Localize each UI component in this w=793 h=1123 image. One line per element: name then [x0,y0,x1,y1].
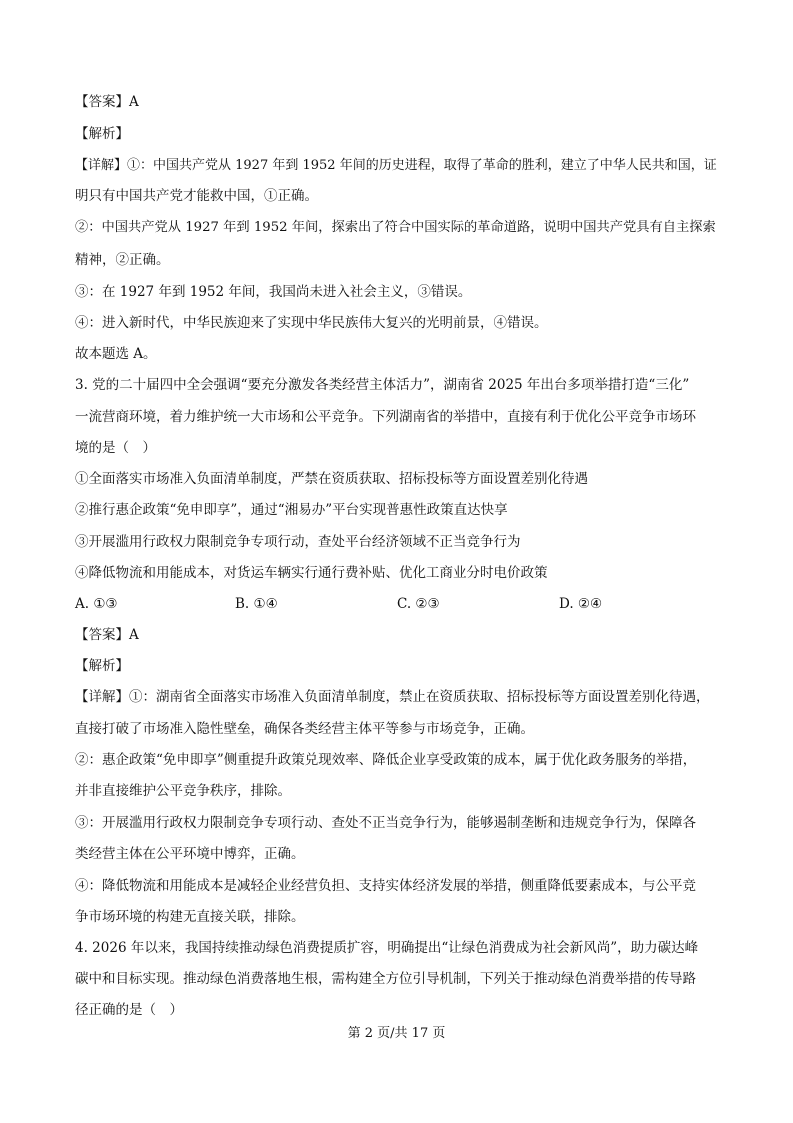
text-line: ②：惠企政策“免申即享”侧重提升政策兑现效率、降低企业享受政策的成本，属于优化政务服务的举措， [75,752,697,768]
text-line: 明只有中国共产党才能救中国，①正确。 [75,188,318,204]
text-line: ③：开展滥用行政权力限制竞争专项行动、查处不正当竞争行为，能够遏制垄断和违规竞争行为，保障各 [75,815,696,831]
question-3-stem: 境的是（ ） [75,440,156,456]
option-d: D. ②④ [559,596,603,612]
text-line: ②：中国共产党从 1927 年到 1952 年间，探索出了符合中国实际的革命道路，说明中国共产党具有自主探索 [75,220,716,235]
option-c: C. ②③ [397,596,440,612]
question-4-stem: 4. 2026 年以来，我国持续推动绿色消费提质扩容，明确提出“让绿色消费成为社会新风尚”，助力碳达峰 [75,940,699,956]
answer-label: 【答案】A [75,94,139,110]
text-line: 直接打破了市场准入隐性壁垒，确保各类经营主体平等参与市场竞争，正确。 [75,721,534,737]
text-line: ④：进入新时代，中华民族迎来了实现中华民族伟大复兴的光明前景，④错误。 [75,315,548,331]
question-4-stem: 碳中和目标实现。推动绿色消费落地生根，需构建全方位引导机制，下列关于推动绿色消费举措的传导路 [75,971,696,987]
text-line: 【详解】①：中国共产党从 1927 年到 1952 年间的历史进程，取得了革命的胜利，建立了中华人民共和国，证 [75,158,717,173]
text-line: ④：降低物流和用能成本是减轻企业经营负担、支持实体经济发展的举措，侧重降低要素成本，与公平竞 [75,878,696,894]
statement-2: ②推行惠企政策“免申即享”，通过“湘易办”平台实现普惠性政策直达快享 [75,502,508,518]
text-line: ③：在 1927 年到 1952 年间，我国尚未进入社会主义，③错误。 [75,284,472,300]
statement-3: ③开展滥用行政权力限制竞争专项行动，查处平台经济领域不正当竞争行为 [75,534,521,550]
page-footer: 第 2 页/共 17 页 [347,1026,446,1041]
question-3-stem: 3. 党的二十届四中全会强调“要充分激发各类经营主体活力”，湖南省 2025 年出台多项举措打造“三化” [75,377,690,393]
question-4-stem: 径正确的是（ ） [75,1002,183,1018]
question-3-stem: 一流营商环境，着力维护统一大市场和公平竞争。下列湖南省的举措中，直接有利于优化公平竞争市场环 [75,409,696,425]
answer-options [75,594,725,614]
text-line: 精神，②正确。 [75,252,170,268]
text-line: 类经营主体在公平环境中博弈，正确。 [75,846,305,862]
answer-label: 【答案】A [75,627,139,643]
option-a: A. ①③ [75,596,118,612]
text-line: 争市场环境的构建无直接关联，排除。 [75,909,305,925]
option-b: B. ①④ [235,596,278,612]
text-line: 并非直接维护公平竞争秩序，排除。 [75,783,291,799]
text-line: 【详解】①：湖南省全面落实市场准入负面清单制度，禁止在资质获取、招标投标等方面设置差别化待遇， [75,689,710,705]
analysis-label: 【解析】 [75,126,129,142]
statement-4: ④降低物流和用能成本，对货运车辆实行通行费补贴、优化工商业分时电价政策 [75,565,548,581]
analysis-label: 【解析】 [75,658,129,674]
statement-1: ①全面落实市场准入负面清单制度，严禁在资质获取、招标投标等方面设置差别化待遇 [75,471,588,487]
text-line: 故本题选 A。 [75,346,157,362]
